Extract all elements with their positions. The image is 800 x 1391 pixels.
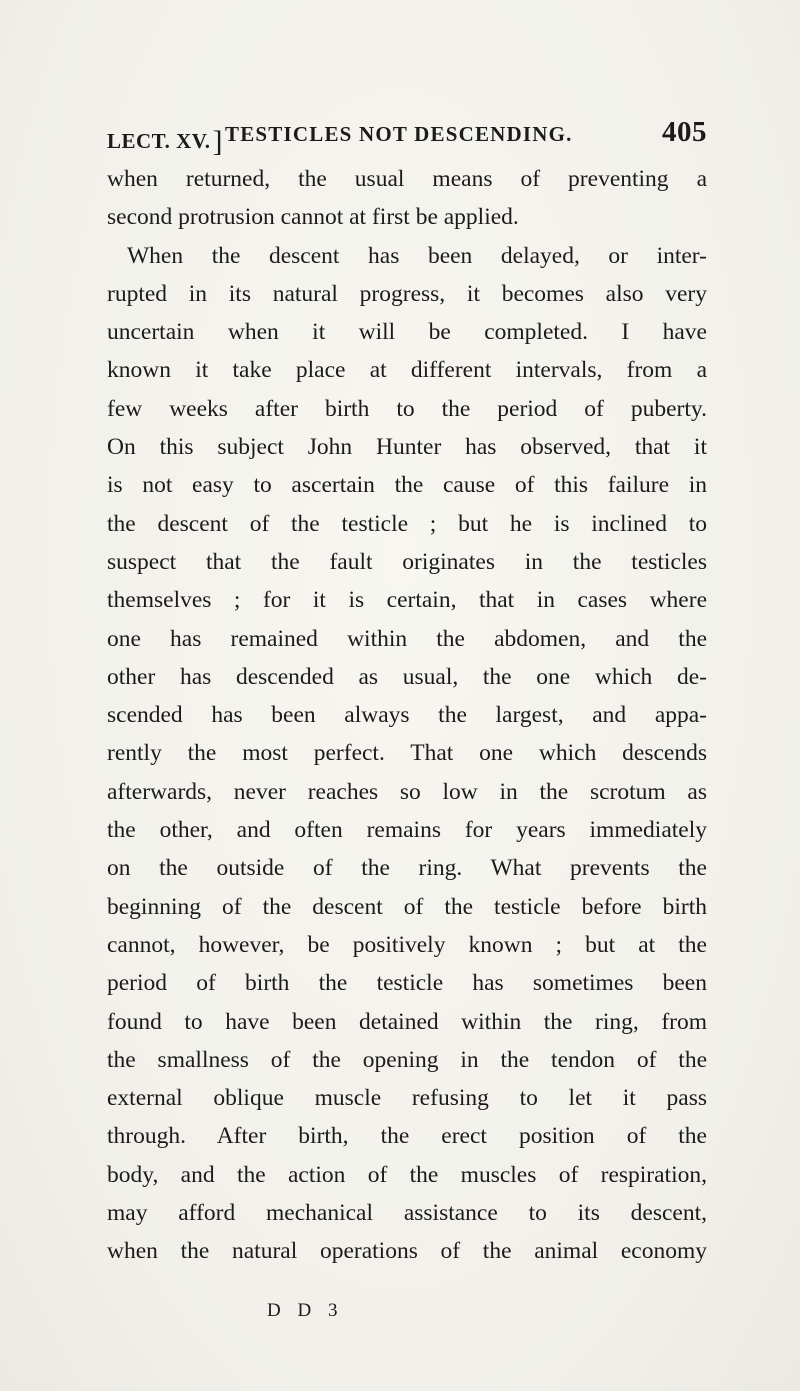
text-line: period of birth the testicle has sometimes been — [107, 970, 707, 997]
text-line: the descent of the testicle ; but he is inclined to — [107, 510, 707, 537]
text-line: cannot, however, be positively known ; but at the — [107, 931, 707, 958]
text-line: when the natural operations of the animal economy — [107, 1238, 707, 1265]
text-line: few weeks after birth to the period of puberty. — [107, 395, 707, 422]
text-line: When the descent has been delayed, or inter- — [127, 242, 707, 269]
text-line: known it take place at different intervals, from a — [107, 357, 707, 384]
body-text — [107, 160, 707, 1271]
text-line: beginning of the descent of the testicle before birth — [107, 893, 707, 920]
text-line: when returned, the usual means of preventing a — [107, 166, 707, 192]
lecture-number: LECT. XV. — [107, 129, 211, 153]
text-line: is not easy to ascertain the cause of this failure in — [107, 472, 707, 499]
text-line: On this subject John Hunter has observed, that it — [107, 434, 707, 461]
running-header — [107, 116, 707, 158]
text-line: found to have been detained within the ring, from — [107, 1008, 707, 1035]
text-line: rently the most perfect. That one which descends — [107, 740, 707, 767]
lecture-label — [107, 122, 223, 156]
text-line: the smallness of the opening in the tendon of the — [107, 1046, 707, 1073]
text-line: on the outside of the ring. What prevents the — [107, 855, 707, 882]
header-title: TESTICLES NOT DESCENDING. — [225, 122, 573, 146]
text-line: body, and the action of the muscles of respiration, — [107, 1161, 707, 1188]
text-line: suspect that the fault originates in the testicles — [107, 548, 707, 575]
text-line: uncertain when it will be completed. I have — [107, 319, 707, 346]
text-line: the other, and often remains for years immediately — [107, 817, 707, 844]
text-line: afterwards, never reaches so low in the scrotum as — [107, 778, 707, 805]
text-line: through. After birth, the erect position of the — [107, 1123, 707, 1150]
signature-mark: D D 3 — [267, 1300, 344, 1321]
text-line: one has remained within the abdomen, and the — [107, 625, 707, 652]
text-line: may afford mechanical assistance to its descent, — [107, 1200, 707, 1227]
text-line: themselves ; for it is certain, that in cases where — [107, 587, 707, 614]
text-line: other has descended as usual, the one which de- — [107, 663, 707, 690]
header-bracket: ] — [212, 125, 224, 158]
text-line: second protrusion cannot at first be applied. — [107, 204, 519, 231]
text-line: external oblique muscle refusing to let it pass — [107, 1085, 707, 1112]
page-number: 405 — [662, 116, 707, 148]
text-line: rupted in its natural progress, it becomes also very — [107, 280, 707, 307]
text-line: scended has been always the largest, and appa- — [107, 702, 707, 729]
